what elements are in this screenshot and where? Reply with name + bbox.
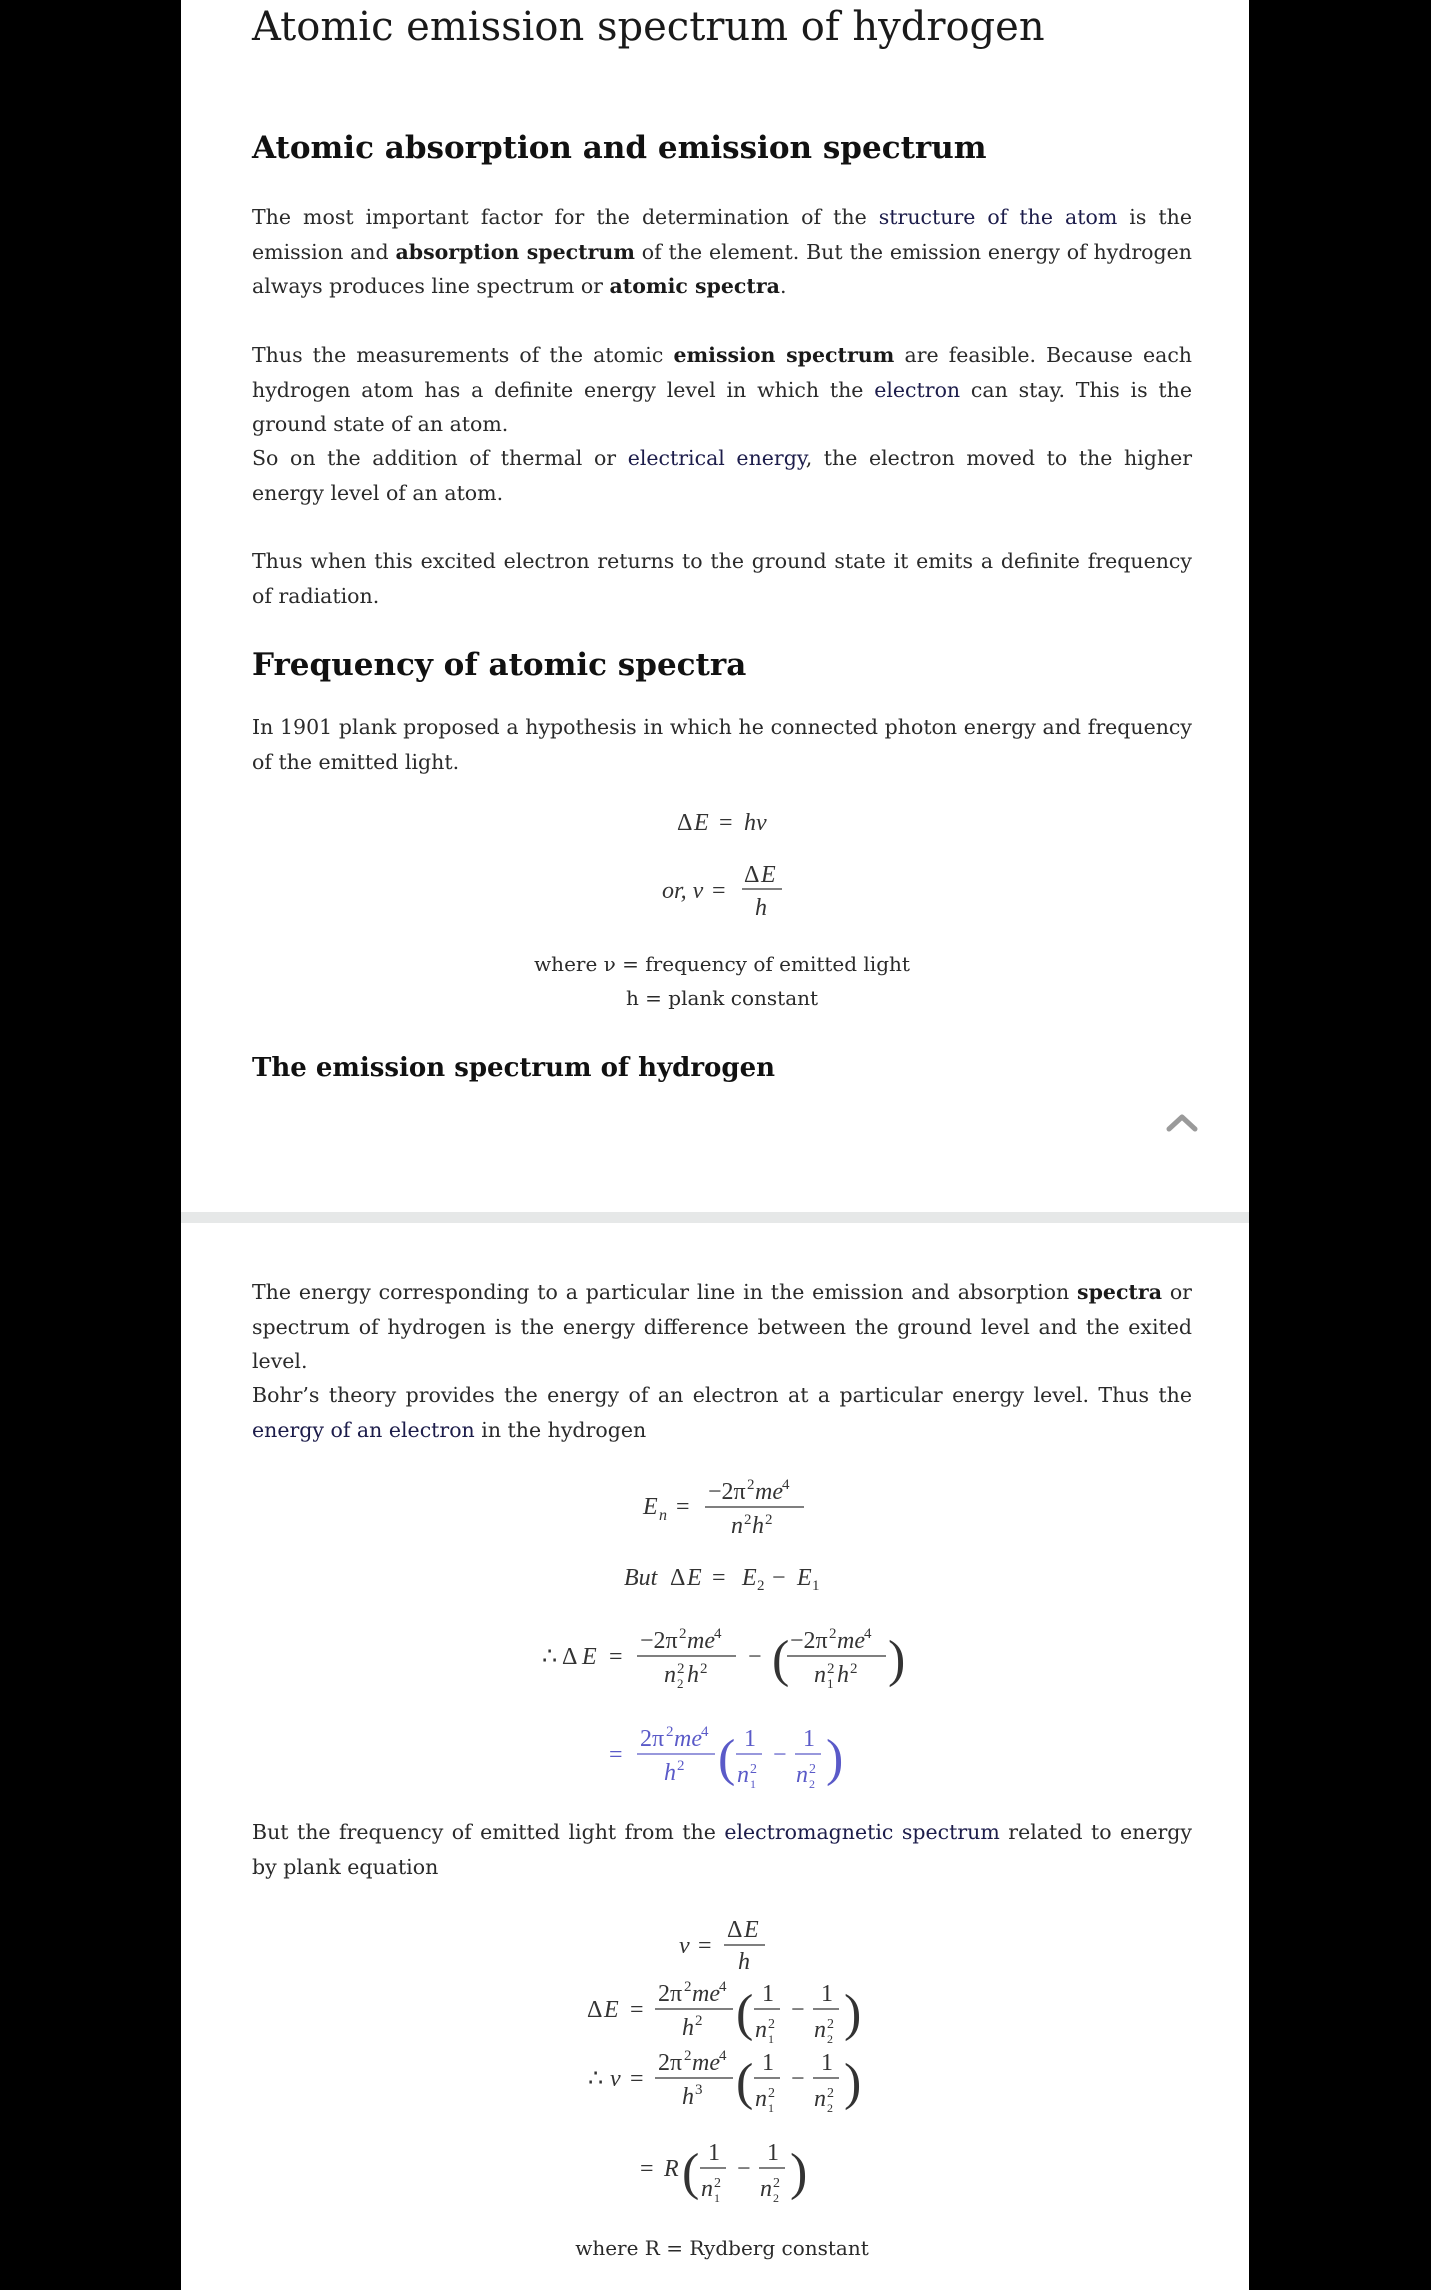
svg-text:me: me <box>692 1981 720 2007</box>
svg-text:h: h <box>755 895 767 920</box>
svg-text:n: n <box>760 2176 772 2202</box>
svg-text:E: E <box>643 1494 658 1520</box>
svg-text:=: = <box>630 1997 644 2023</box>
svg-text:): ) <box>790 2144 808 2201</box>
svg-text:h: h <box>738 1949 750 1975</box>
svg-text:n: n <box>755 2017 767 2043</box>
page-title: Atomic emission spectrum of hydrogen <box>252 4 1045 50</box>
svg-text:2: 2 <box>809 1762 816 1777</box>
section-absorption-emission <box>252 130 1192 166</box>
svg-text:2: 2 <box>773 2176 780 2191</box>
svg-text:ν: ν <box>610 2066 621 2092</box>
svg-text:2: 2 <box>684 2048 692 2064</box>
text: are feasible. Because each hydrogen atom has a definite energy level in which the <box>252 343 1193 402</box>
svg-text:=: = <box>630 2066 644 2092</box>
svg-text:Δ: Δ <box>587 1997 603 2023</box>
svg-text:1: 1 <box>708 2140 720 2166</box>
svg-text:E: E <box>744 1917 759 1943</box>
chevron-up-icon[interactable] <box>1165 1110 1199 1134</box>
svg-text:(: ( <box>736 1985 754 2042</box>
svg-text:−2π: −2π <box>640 1628 678 1654</box>
svg-text:1: 1 <box>827 1676 834 1691</box>
svg-text:h: h <box>752 1513 764 1539</box>
svg-text:=: = <box>676 1494 690 1520</box>
svg-text:h: h <box>682 2084 694 2110</box>
paragraph <box>252 1275 1192 1379</box>
svg-text:2: 2 <box>827 1661 835 1677</box>
equation-block-rydberg <box>252 1905 1192 2205</box>
svg-text:ν: ν <box>679 1933 690 1959</box>
page-title-wrap <box>252 4 1192 50</box>
paragraph <box>252 338 1192 442</box>
bold-term: atomic spectra <box>609 274 780 298</box>
text: Bohr’s theory provides the energy of an electron at a particular energy level. Thus the <box>252 1383 1192 1407</box>
svg-text:2: 2 <box>768 2086 775 2101</box>
svg-text:2: 2 <box>677 1758 685 1774</box>
paragraph-text <box>252 1378 1192 1447</box>
svg-text:or, ν: or, ν <box>662 878 704 904</box>
link-energy-of-electron[interactable]: energy of an electron <box>252 1417 475 1442</box>
text: The energy corresponding to a particular line in the emission and absorption <box>252 1280 1078 1304</box>
paragraph <box>252 710 1192 779</box>
svg-text:E: E <box>694 810 709 836</box>
equation-planck <box>252 800 1192 920</box>
svg-text:2: 2 <box>827 2086 834 2101</box>
svg-text:−: − <box>772 1565 786 1591</box>
link-electron[interactable]: electron <box>874 377 961 402</box>
svg-text:Δ: Δ <box>744 862 760 888</box>
svg-text:=: = <box>719 810 733 836</box>
svg-text:R: R <box>664 2156 679 2182</box>
svg-text:1: 1 <box>744 1726 756 1752</box>
svg-text:−: − <box>791 1997 805 2023</box>
svg-text:n: n <box>755 2086 767 2112</box>
svg-text:1: 1 <box>812 1578 820 1594</box>
svg-text:h: h <box>664 1760 676 1786</box>
text: in the hydrogen <box>474 1417 647 1442</box>
section-divider <box>181 1212 1249 1223</box>
svg-text:2π: 2π <box>640 1726 665 1752</box>
svg-text:): ) <box>826 1730 844 1787</box>
svg-text:2π: 2π <box>658 1981 683 2007</box>
bold-term: absorption spectrum <box>395 239 635 264</box>
svg-text:1: 1 <box>768 2101 774 2115</box>
svg-text:4: 4 <box>864 1626 872 1642</box>
svg-text:Δ: Δ <box>727 1917 743 1943</box>
svg-text:−: − <box>791 2066 805 2092</box>
svg-text:(: ( <box>718 1730 736 1787</box>
text: can stay. This is the ground state of an atom. <box>252 377 1192 436</box>
svg-text:n: n <box>796 1762 808 1788</box>
svg-text:2: 2 <box>827 2101 833 2115</box>
svg-text:2π: 2π <box>658 2050 683 2076</box>
svg-text:=: = <box>640 2156 654 2182</box>
svg-text:4: 4 <box>719 1979 727 1995</box>
svg-text:2: 2 <box>773 2191 779 2205</box>
svg-text:∴ Δ: ∴ Δ <box>542 1644 578 1670</box>
paragraph <box>252 1815 1192 1884</box>
paragraph <box>252 200 1192 304</box>
svg-text:2: 2 <box>827 2017 834 2032</box>
svg-text:Δ: Δ <box>677 810 693 836</box>
paragraph-text <box>252 1275 1192 1379</box>
text: , the electron moved to the higher energy level of an atom. <box>252 446 1193 505</box>
svg-text:me: me <box>755 1479 783 1505</box>
svg-text:2: 2 <box>679 1626 687 1642</box>
svg-text:n: n <box>664 1662 676 1688</box>
svg-text:2: 2 <box>677 1661 685 1677</box>
svg-text:−2π: −2π <box>790 1628 828 1654</box>
svg-text:−: − <box>773 1742 787 1768</box>
svg-text:=: = <box>712 1565 726 1591</box>
link-structure-of-atom[interactable]: structure of the atom <box>878 205 1118 229</box>
text: is the emission and <box>252 205 1193 264</box>
svg-text:∴: ∴ <box>588 2066 604 2092</box>
svg-text:E: E <box>797 1565 812 1591</box>
note-planck: h = plank constant <box>625 986 819 1010</box>
svg-text:n: n <box>814 1662 826 1688</box>
svg-text:(: ( <box>772 1631 790 1688</box>
svg-text:2: 2 <box>747 1477 755 1493</box>
svg-text:2: 2 <box>714 2176 721 2191</box>
svg-text:=: = <box>609 1742 623 1768</box>
section-emission-hydrogen <box>252 1053 1192 1083</box>
svg-text:me: me <box>837 1628 865 1654</box>
link-electrical-energy[interactable]: electrical energy <box>627 446 806 470</box>
svg-text:E: E <box>582 1644 597 1670</box>
paragraph-text <box>252 200 1192 304</box>
svg-text:2: 2 <box>750 1762 757 1777</box>
text: or spectrum of hydrogen is the energy difference between the ground level and the exited level. <box>252 1280 1192 1373</box>
svg-text:2: 2 <box>827 2032 833 2046</box>
section-heading: Atomic absorption and emission spectrum <box>252 130 987 166</box>
svg-text:1: 1 <box>768 2032 774 2046</box>
svg-text:(: ( <box>682 2144 700 2201</box>
svg-text:): ) <box>844 2054 862 2111</box>
svg-text:1: 1 <box>821 1981 833 2007</box>
svg-text:2: 2 <box>850 1661 858 1677</box>
svg-text:=: = <box>609 1644 623 1670</box>
svg-text:n: n <box>659 1507 667 1524</box>
section-heading: Frequency of atomic spectra <box>252 647 747 683</box>
svg-text:2: 2 <box>677 1676 684 1691</box>
bold-term: emission spectrum <box>673 343 895 367</box>
text: related to energy by plank equation <box>252 1820 1193 1879</box>
svg-text:E: E <box>687 1565 702 1591</box>
svg-text:): ) <box>844 1985 862 2042</box>
text: So on the addition of thermal or <box>252 446 628 470</box>
paragraph-text <box>252 441 1192 510</box>
text: Thus the measurements of the atomic <box>252 343 674 367</box>
svg-text:−: − <box>737 2156 751 2182</box>
svg-text:2: 2 <box>695 2013 703 2029</box>
svg-text:4: 4 <box>714 1626 722 1642</box>
svg-text:=: = <box>712 878 726 904</box>
svg-text:n: n <box>731 1513 743 1539</box>
svg-text:1: 1 <box>821 2050 833 2076</box>
svg-text:n: n <box>737 1762 749 1788</box>
note-rydberg: where R = Rydberg constant <box>575 2236 869 2260</box>
text: The most important factor for the determination of the <box>252 205 879 229</box>
svg-text:2: 2 <box>684 1979 692 1995</box>
note-frequency: where ν = frequency of emitted light <box>534 952 910 976</box>
svg-text:me: me <box>687 1628 715 1654</box>
svg-text:Δ: Δ <box>670 1565 686 1591</box>
section-frequency <box>252 647 1192 683</box>
svg-text:1: 1 <box>762 1981 774 2007</box>
svg-text:me: me <box>674 1726 702 1752</box>
svg-text:1: 1 <box>714 2191 720 2205</box>
svg-text:−2π: −2π <box>708 1479 746 1505</box>
svg-text:3: 3 <box>695 2082 703 2098</box>
paragraph-text <box>252 338 1192 442</box>
svg-text:2: 2 <box>829 1626 837 1642</box>
paragraph-text: In 1901 plank proposed a hypothesis in which he connected photon energy and frequency of the emitted light. <box>252 715 1192 774</box>
link-electromagnetic-spectrum[interactable]: electromagnetic spectrum <box>724 1820 1000 1844</box>
svg-text:1: 1 <box>767 2140 779 2166</box>
svg-text:2: 2 <box>666 1724 674 1740</box>
svg-text:4: 4 <box>701 1724 709 1740</box>
svg-text:n: n <box>701 2176 713 2202</box>
equation-rydberg <box>252 1905 1192 2205</box>
equation-block-bohr <box>252 1470 1192 1790</box>
svg-text:−: − <box>748 1644 762 1670</box>
svg-text:h: h <box>687 1662 699 1688</box>
paragraph <box>252 441 1192 510</box>
svg-text:hν: hν <box>744 810 767 836</box>
paragraph <box>252 544 1192 613</box>
svg-text:E: E <box>742 1565 757 1591</box>
equation-block-planck <box>252 800 1192 920</box>
svg-text:n: n <box>814 2017 826 2043</box>
svg-text:2: 2 <box>768 2017 775 2032</box>
svg-text:h: h <box>682 2015 694 2041</box>
section-heading: The emission spectrum of hydrogen <box>252 1053 776 1083</box>
svg-text:2: 2 <box>765 1512 773 1528</box>
svg-text:4: 4 <box>719 2048 727 2064</box>
svg-text:1: 1 <box>750 1777 756 1790</box>
svg-text:n: n <box>814 2086 826 2112</box>
paragraph <box>252 1378 1192 1447</box>
svg-text:1: 1 <box>803 1726 815 1752</box>
text: . <box>779 274 787 298</box>
svg-text:4: 4 <box>782 1477 790 1493</box>
paragraph-text <box>252 1815 1192 1884</box>
svg-text:E: E <box>604 1997 619 2023</box>
svg-text:2: 2 <box>757 1578 765 1594</box>
text: But the frequency of emitted light from the <box>252 1820 725 1844</box>
paragraph-text: Thus when this excited electron returns to the ground state it emits a definite frequency of radiation. <box>252 549 1192 608</box>
svg-text:(: ( <box>736 2054 754 2111</box>
svg-text:But: But <box>624 1565 658 1591</box>
svg-text:=: = <box>698 1933 712 1959</box>
article-page <box>181 0 1249 2290</box>
svg-text:2: 2 <box>809 1777 815 1790</box>
svg-text:E: E <box>761 862 776 888</box>
svg-text:): ) <box>888 1631 906 1688</box>
svg-text:2: 2 <box>700 1661 708 1677</box>
equation-bohr-energy <box>252 1470 1192 1790</box>
bold-term: spectra <box>1077 1280 1162 1304</box>
svg-text:h: h <box>837 1662 849 1688</box>
svg-text:2: 2 <box>744 1512 752 1528</box>
svg-text:1: 1 <box>762 2050 774 2076</box>
text: of the element. But the emission energy of hydrogen always produces line spectrum or <box>252 239 1192 298</box>
svg-text:me: me <box>692 2050 720 2076</box>
